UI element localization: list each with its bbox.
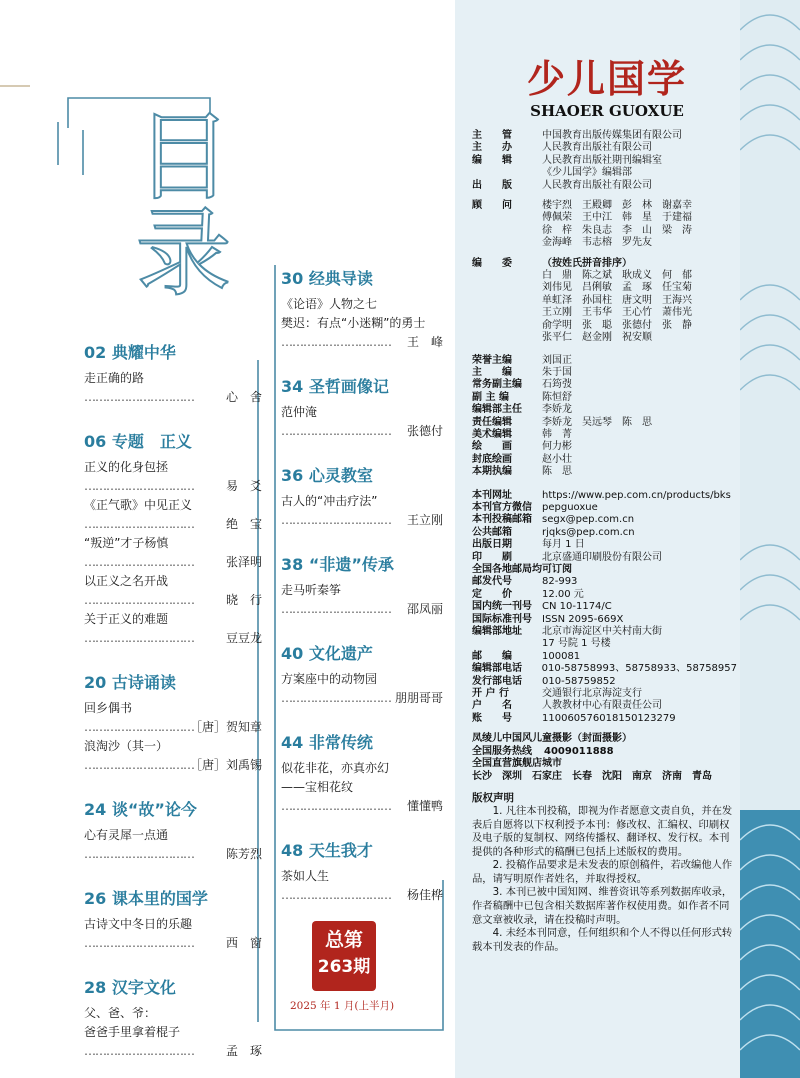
toc-section-title[interactable]: 36 心灵教室	[281, 466, 373, 485]
toc-article-title[interactable]: 茶如人生	[281, 869, 330, 883]
toc-author: 陈芳烈	[225, 847, 262, 861]
info-value: 赵小壮	[542, 453, 572, 465]
toc-article-byline	[281, 886, 443, 905]
toc-author: ［唐］刘禹锡	[189, 758, 262, 772]
toc-author: 孟 琢	[225, 1044, 262, 1058]
toc-section	[84, 797, 262, 864]
info-value: 110060576018150123279	[542, 712, 676, 724]
info-value: 石筠弢	[542, 379, 572, 391]
info-label: 账 号	[472, 712, 512, 724]
issue-stamp	[312, 921, 376, 991]
committee-row	[472, 258, 737, 345]
info-row	[472, 713, 737, 725]
toc-section	[84, 429, 262, 648]
committee-line: 王立刚 王韦华 王心竹 萧伟光	[542, 307, 692, 319]
copyright-paragraph: 1. 凡往本刊投稿，即视为作者愿意文责自负，并在发表后自愿将以下权利授予本刊：修改权、汇编权、印刷权及电子版的复制权、网络传播权、翻译权、发行权。本刊提供的各种形式的稿酬已包括上述版权的费用。	[472, 804, 733, 858]
leader-dots: …………………………	[281, 335, 391, 349]
toc-section-title[interactable]: 30 经典导读	[281, 269, 373, 288]
info-value: 中国教育出版传媒集团有限公司	[542, 130, 682, 141]
info-label: 主 编	[472, 366, 512, 378]
hotline-row	[472, 746, 737, 758]
info-label: 主 办	[472, 142, 512, 154]
leader-dots: …………………………	[281, 691, 391, 705]
toc-author: 西 窗	[225, 936, 262, 950]
toc-article-title[interactable]: 《正气歌》中见正义	[84, 498, 193, 512]
info-label: 主 管	[472, 130, 512, 141]
info-row	[472, 417, 737, 429]
toc-author: 朋朋哥哥	[394, 691, 443, 705]
info-label: 美术编辑	[472, 428, 512, 440]
info-value: 人教教材中心有限责任公司	[542, 700, 662, 712]
toc-section-title[interactable]: 34 圣哲画像记	[281, 377, 389, 396]
toc-author: 心 舍	[225, 390, 262, 404]
committee-names	[542, 258, 692, 345]
leader-dots: …………………………	[281, 602, 391, 616]
info-row	[472, 527, 737, 539]
toc-article-title[interactable]: 《论语》人物之七 樊迟：有点“小迷糊”的勇士	[281, 297, 426, 330]
stores-title: 全国直营旗舰店城市	[472, 758, 562, 770]
info-value: 010-58759852	[542, 675, 616, 687]
toc-section-title[interactable]: 28 汉字文化	[84, 978, 176, 997]
info-label: 邮发代号	[472, 576, 512, 588]
toc-article-title[interactable]: 父、爸、爷： 爸爸手里拿着棍子	[84, 1006, 181, 1039]
committee-line: 刘伟见 吕俐敏 孟 琢 任宝菊	[542, 282, 692, 294]
info-row	[472, 502, 737, 514]
info-row	[472, 466, 737, 478]
committee-block	[472, 258, 737, 345]
info-row	[472, 688, 737, 700]
info-label: 编辑部地址	[472, 626, 522, 638]
info-row	[472, 626, 737, 638]
info-value: 刘国正	[542, 354, 572, 366]
toc-article-byline	[281, 600, 443, 619]
toc-section-title[interactable]: 48 天生我才	[281, 841, 373, 860]
pubinfo-block	[472, 490, 737, 726]
toc-article-byline	[84, 553, 262, 572]
info-row	[472, 614, 737, 626]
toc-article-title[interactable]: 心有灵犀一点通	[84, 828, 169, 842]
info-label: 常务副主编	[472, 379, 522, 391]
leader-dots: …………………………	[84, 936, 194, 950]
committee-line: 俞学明 张 聪 张德付 张 静	[542, 319, 692, 331]
toc-article-title[interactable]: 浪淘沙（其一）	[84, 739, 169, 753]
leader-dots: …………………………	[84, 720, 194, 734]
toc-article-byline	[281, 422, 443, 441]
toc-author: ［唐］贺知章	[189, 720, 262, 734]
leader-dots: …………………………	[84, 847, 194, 861]
copyright-title: 版权声明	[472, 791, 514, 804]
toc-author: 王立刚	[406, 513, 443, 527]
toc-section-title[interactable]: 20 古诗诵读	[84, 673, 176, 692]
info-value: 朱于国	[542, 366, 572, 378]
issue-stamp-line1: 总第	[324, 929, 363, 951]
info-row	[472, 576, 737, 588]
info-value: 交通银行北京海淀支行	[542, 688, 642, 700]
info-label: 绘 画	[472, 441, 512, 453]
info-label: 编辑部主任	[472, 404, 522, 416]
info-row	[472, 167, 737, 179]
toc-article-title[interactable]: 走正确的路	[84, 371, 145, 385]
info-row	[472, 454, 737, 466]
toc-section	[281, 374, 443, 441]
leader-dots: …………………………	[84, 479, 194, 493]
toc-article-title[interactable]: 以正义之名开战	[84, 574, 169, 588]
toc-article-byline	[84, 1042, 262, 1061]
info-row	[472, 601, 737, 613]
info-label: 编辑部电话	[472, 663, 522, 675]
toc-article-title[interactable]: 古诗文中冬日的乐趣	[84, 917, 193, 931]
info-row	[472, 589, 737, 601]
toc-article-title[interactable]: 关于正义的难题	[84, 612, 169, 626]
copyright-paragraph: 4. 未经本刊同意，任何组织和个人不得以任何形式转载本刊发表的作品。	[472, 927, 733, 953]
info-row	[472, 441, 737, 453]
toc-section	[281, 641, 443, 708]
magazine-name-cn: 少儿国学	[526, 56, 687, 101]
toc-article-byline	[281, 333, 443, 352]
info-row	[472, 514, 737, 526]
info-label: 定 价	[472, 588, 512, 600]
copyright-paragraph: 2. 投稿作品要求是未发表的原创稿件，若改编他人作品，请写明原作者姓名，并取得授权。	[472, 859, 733, 885]
advisers-names	[542, 200, 692, 250]
info-value: 82-993	[542, 576, 578, 588]
info-row	[472, 155, 737, 167]
toc-author: 邵凤丽	[406, 602, 443, 616]
toc-section	[84, 670, 262, 775]
toc-section-title[interactable]: 40 文化遗产	[281, 644, 373, 663]
toc-section	[84, 975, 262, 1061]
info-row	[472, 392, 737, 404]
info-row	[472, 130, 737, 142]
toc-article-title[interactable]: 范仲淹	[281, 405, 318, 419]
info-value: 陈 思	[542, 466, 572, 478]
cover-credit-block	[472, 733, 737, 783]
advisers-block	[472, 200, 737, 250]
info-label: 国际标准刊号	[472, 613, 532, 625]
committee-label: 编 委	[472, 257, 512, 269]
toc-section-title[interactable]: 26 课本里的国学	[84, 889, 208, 908]
committee-line: 白 鼎 陈之斌 耿成义 何 郁	[542, 270, 692, 282]
toc-article-title[interactable]: 正义的化身包拯	[84, 460, 169, 474]
info-row	[472, 367, 737, 379]
info-value: 韩 菁	[542, 428, 572, 440]
toc-article-title[interactable]: 古人的“冲击疗法”	[281, 494, 378, 508]
toc-article-title[interactable]: “叛逆”才子杨慎	[84, 536, 169, 550]
magazine-name-en: SHAOER GUOXUE	[530, 102, 684, 120]
leader-dots: …………………………	[84, 631, 194, 645]
toc-author: 张泽明	[225, 555, 262, 569]
info-row	[472, 539, 737, 551]
info-value: 人民教育出版社有限公司	[542, 179, 652, 191]
info-label: 出版日期	[472, 539, 512, 551]
info-value: 北京市海淀区中关村南大街	[542, 626, 662, 638]
info-label: 国内统一刊号	[472, 601, 532, 613]
info-label: 责任编辑	[472, 416, 512, 428]
info-value: 何力彬	[542, 441, 572, 453]
leader-dots: …………………………	[281, 799, 391, 813]
issue-date: 2025 年 1 月(上半月)	[290, 1000, 395, 1012]
info-value: 李娇龙	[542, 404, 572, 416]
magazine-logo	[518, 56, 696, 120]
info-label	[472, 638, 542, 650]
toc-author: 王 峰	[406, 335, 443, 349]
toc-article-byline	[281, 689, 443, 708]
toc-title: 目录	[120, 106, 232, 298]
copyright-block	[472, 791, 734, 955]
info-value: ISSN 2095-669X	[542, 613, 624, 625]
advisers-line: 徐 梓 朱良志 李 山 梁 涛	[542, 224, 692, 236]
leader-dots: …………………………	[84, 758, 194, 772]
advisers-row	[472, 200, 737, 250]
info-row	[472, 564, 737, 576]
toc-author: 绝 宝	[225, 517, 262, 531]
info-value: 12.00 元	[542, 588, 584, 600]
info-label: 户 名	[472, 700, 512, 712]
toc-article-byline	[281, 797, 443, 816]
toc-article-byline	[84, 591, 262, 610]
info-row	[472, 552, 737, 564]
leader-dots: …………………………	[84, 555, 194, 569]
leader-dots: …………………………	[84, 593, 194, 607]
toc-article-byline	[84, 515, 262, 534]
info-label: 本刊投稿邮箱	[472, 514, 532, 526]
info-value: 每月 1 日	[542, 539, 585, 551]
committee-line: 单虹泽 孙国柱 唐文明 王海兴	[542, 294, 692, 306]
toc-article-byline	[84, 934, 262, 953]
info-row	[472, 180, 737, 192]
info-row	[472, 142, 737, 154]
advisers-line: 金海峰 韦志榕 罗先友	[542, 237, 652, 249]
info-label: 公共邮箱	[472, 526, 512, 538]
toc-article-byline	[281, 511, 443, 530]
toc-article-title[interactable]: 似花非花，亦真亦幻 ——宝相花纹	[281, 761, 390, 794]
info-value: https://www.pep.com.cn/products/bks	[542, 489, 731, 501]
info-label: 荣誉主编	[472, 354, 512, 366]
leader-dots: …………………………	[281, 888, 391, 902]
info-row	[472, 404, 737, 416]
info-label: 副 主 编	[472, 391, 509, 403]
leader-dots: …………………………	[84, 517, 194, 531]
info-row	[472, 651, 737, 663]
info-label: 编 辑	[472, 154, 512, 166]
toc-section	[84, 340, 262, 407]
advisers-line: 楼宇烈 王殿卿 彭 林 谢嘉幸	[542, 200, 692, 212]
info-row	[472, 490, 737, 502]
info-label: 出 版	[472, 179, 512, 191]
info-row	[472, 355, 737, 367]
toc-author: 懂懂鸭	[406, 799, 443, 813]
staff-block	[472, 355, 737, 479]
info-value: 人民教育出版社有限公司	[542, 142, 652, 154]
info-value: CN 10-1174/C	[542, 601, 612, 613]
info-value: 010-58758993、58758933、58758957	[541, 663, 737, 675]
toc-author: 豆豆龙	[225, 631, 262, 645]
info-row	[472, 676, 737, 688]
toc-author: 杨佳桦	[406, 888, 443, 902]
info-label: 本期执编	[472, 466, 512, 478]
info-value: segx@pep.com.cn	[542, 514, 635, 526]
leader-dots: …………………………	[281, 513, 391, 527]
info-value: rjqks@pep.com.cn	[542, 526, 635, 538]
toc-article-byline	[84, 718, 262, 737]
committee-line: 张平仁 赵金刚 祝安顺	[542, 332, 652, 344]
committee-note: （按姓氏拼音排序）	[542, 257, 632, 269]
info-value: 100081	[542, 650, 581, 662]
toc-article-title[interactable]: 方案座中的动物园	[281, 672, 378, 686]
info-label: 印 刷	[472, 551, 512, 563]
masthead-block	[472, 130, 737, 954]
info-value: 陈恒舒	[542, 391, 572, 403]
info-label	[472, 167, 542, 179]
info-label: 全国各地邮局均可订阅	[472, 564, 572, 575]
toc-column-2	[281, 266, 443, 905]
toc-author: 张德付	[406, 424, 443, 438]
leader-dots: …………………………	[281, 424, 391, 438]
toc-author: 易 爻	[225, 479, 262, 493]
stores-cities: 长沙 深圳 石家庄 长春 沈阳 南京 济南 青岛	[472, 770, 712, 782]
info-value: 人民教育出版社期刊编辑室	[542, 154, 662, 166]
info-row	[472, 700, 737, 712]
copyright-paragraph: 3. 本刊已被中国知网、维普资讯等系列数据库收录，作者稿酬中已包含相关数据库著作权使用费。如作者不同意文章被收录，请在投稿时声明。	[472, 886, 733, 926]
toc-article-byline	[84, 629, 262, 648]
toc-author: 晓 行	[225, 593, 262, 607]
toc-section-title[interactable]: 24 谈“故”论今	[84, 800, 197, 819]
info-row	[472, 663, 737, 675]
toc-section	[84, 886, 262, 953]
toc-section-title[interactable]: 02 典耀中华	[84, 343, 176, 362]
wave-pattern-decoration	[740, 0, 800, 1078]
advisers-line: 傅佩荣 王中江 韩 星 于建福	[542, 212, 692, 224]
info-value: 李娇龙 吴远琴 陈 思	[542, 416, 652, 428]
info-label: 发行部电话	[472, 675, 522, 687]
issue-stamp-line2: 263期	[317, 957, 371, 977]
info-value: 《少儿国学》编辑部	[542, 167, 632, 179]
toc-section	[281, 552, 443, 619]
toc-article-title[interactable]: 走马听秦筝	[281, 583, 342, 597]
hotline-number: 4009011888	[544, 745, 614, 757]
info-label: 邮 编	[472, 650, 512, 662]
toc-section-title[interactable]: 38 “非遗”传承	[281, 555, 394, 574]
toc-section	[281, 730, 443, 816]
toc-article-byline	[84, 477, 262, 496]
toc-column-1	[84, 340, 262, 1061]
leader-dots: …………………………	[84, 1044, 194, 1058]
toc-section-title[interactable]: 06 专题 正义	[84, 432, 192, 451]
toc-section	[281, 266, 443, 352]
toc-article-byline	[84, 388, 262, 407]
info-value: pepguoxue	[542, 501, 598, 513]
info-value: 17 号院 1 号楼	[542, 638, 611, 650]
info-row	[472, 638, 737, 650]
toc-article-byline	[84, 845, 262, 864]
toc-section	[281, 838, 443, 905]
toc-section-title[interactable]: 44 非常传统	[281, 733, 373, 752]
info-value: 北京盛通印刷股份有限公司	[542, 551, 662, 563]
info-row	[472, 379, 737, 391]
leader-dots: …………………………	[84, 390, 194, 404]
hotline-label: 全国服务热线	[472, 745, 532, 757]
cover-credit: 凤绫儿中国风儿童摄影（封面摄影）	[472, 733, 632, 745]
info-label: 本刊官方微信	[472, 501, 532, 513]
advisers-label: 顾 问	[472, 200, 512, 212]
toc-section	[281, 463, 443, 530]
info-row	[472, 429, 737, 441]
toc-article-title[interactable]: 回乡偶书	[84, 701, 133, 715]
toc-article-byline	[84, 756, 262, 775]
info-label: 开 户 行	[472, 688, 509, 700]
info-label: 本刊网址	[472, 489, 512, 501]
info-label: 封底绘画	[472, 453, 512, 465]
